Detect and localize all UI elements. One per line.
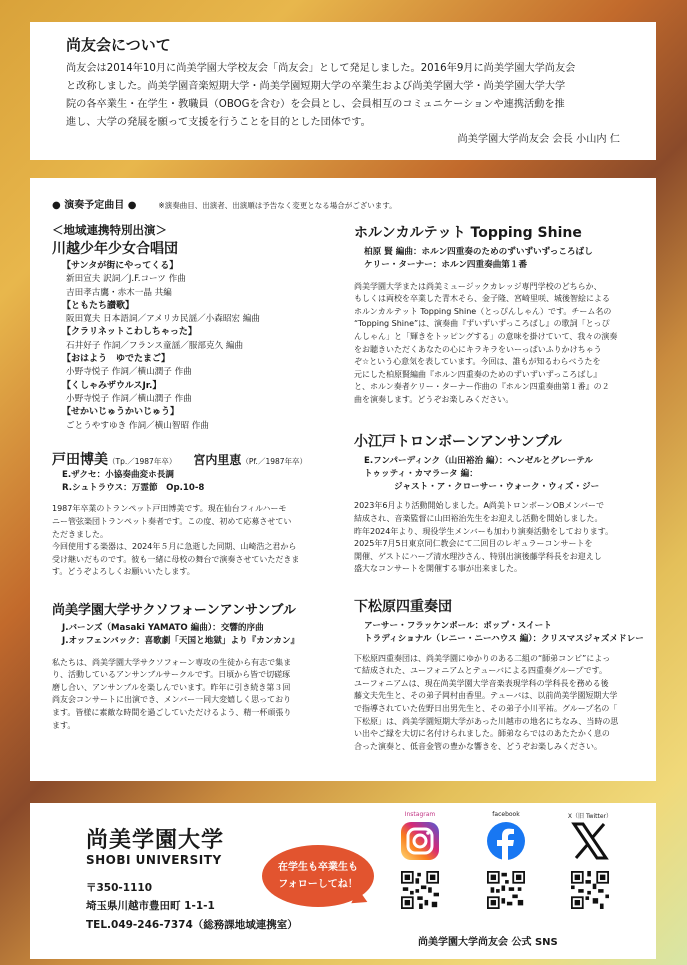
tuba-name: 下松原四重奏団 — [354, 598, 452, 615]
x-label: X（旧 Twitter） — [567, 813, 613, 820]
desc-line: 藤文夫先生と、その弟子岡村由香里。テューバは、以前尚美学園短期大学 — [354, 691, 618, 701]
choir-songs — [52, 260, 342, 433]
toda-header — [52, 449, 342, 469]
song-credit: 新田宣夫 訳詞／J.F.コーツ 作曲 — [66, 274, 186, 285]
bubble-line: フォローしてね！ — [278, 879, 358, 890]
song-credit: 小野寺悦子 作詞／横山潤子 作曲 — [66, 367, 192, 378]
trombone-description — [354, 500, 644, 576]
instagram-icon[interactable] — [400, 821, 440, 861]
desc-line: 尚美学園大学または尚美ミュージックカレッジ専門学校のどちらか、 — [354, 281, 602, 291]
horn-description — [354, 281, 644, 407]
sax-description — [52, 657, 342, 733]
desc-line: 下松原」は、尚美学園短期大学があった川越市の地名にちなみ、当時の思 — [354, 716, 619, 726]
desc-line: い出やご縁を大切に名付けられました。師弟ならではのあたたかく息の — [354, 729, 610, 739]
about-line: 院の各卒業生・在学生・教職員（OBOGを含む）を会員とし、会員相互のコミュニケーションや連携活動を推 — [66, 99, 565, 110]
song-title: 【おはよう ゆでたまご】 — [62, 354, 171, 365]
about-title: 尚友会について — [66, 36, 171, 54]
about-line: 尚友会は2014年10月に尚美学園大学校友会「尚友会」として発足しました。2016年9月に尚美学園大学尚友会 — [66, 63, 576, 74]
performer-detail: （Tp.／1987年卒） — [108, 456, 177, 466]
footer-panel — [30, 803, 656, 959]
toda-description — [52, 503, 342, 579]
desc-line: “Topping Shine”は、演奏曲『ずいずいずっころばし』の歌詞「とっぴ — [354, 319, 610, 329]
desc-line: ます。皆様に素敵な時間を過ごしていただけるよう、精一杯頑張り — [52, 707, 292, 717]
song-title: 【くしゃみザウルスJr.】 — [62, 380, 162, 391]
desc-line: ユーフォニアムは、現在尚美学園大学音楽表現学科の学科長を務める後 — [354, 678, 609, 688]
performer-name: 宮内里恵 — [193, 452, 242, 467]
desc-line: ホルンカルテット Topping Shine（とっぴんしゃん）です。チーム名の — [354, 306, 612, 316]
desc-line: す。どうぞよろしくお願いいたします。 — [52, 567, 195, 577]
song-credit: 小野寺悦子 作詞／横山潤子 作曲 — [66, 393, 192, 404]
desc-line: 2025年7月5日東京同仁教会にて二回目のレギュラーコンサートを — [354, 539, 593, 549]
piece: ジャスト・ア・クローサー・ウォーク・ウィズ・ジー — [394, 482, 600, 493]
facebook-icon[interactable] — [486, 821, 526, 861]
bubble-line: 在学生も卒業生も — [278, 862, 358, 873]
song-credit: 石井好子 作詞／フランス童謡／服部克久 編曲 — [66, 340, 244, 351]
about-line: と改称しました。尚美学園音楽短期大学・尚美学園短期大学の卒業生および尚美学園大学・尚美学園大学大学 — [66, 81, 566, 92]
horn-name: ホルンカルテット Topping Shine — [354, 225, 582, 241]
desc-line: 2023年6月より活動開始しました。A尚美トロンボーンOBメンバーで — [354, 501, 604, 511]
song-title: 【ともたち讃歌】 — [62, 300, 135, 311]
desc-line: 昨年2024年より、現役学生メンバーも加わり演奏活動をしております。 — [354, 526, 614, 536]
x-block[interactable] — [560, 811, 620, 913]
song-credit: 阪田寛夫 日本語詞／アメリカ民謡／小森昭宏 編曲 — [66, 314, 260, 325]
desc-line: ニー管弦楽団トランペット奏者です。この度、初めて応募させてい — [52, 517, 292, 527]
song-title: 【サンタが街にやってくる】 — [62, 261, 179, 271]
sns-caption: 尚美学園大学尚友会 公式 SNS — [418, 937, 558, 948]
sax-name: 尚美学園大学サクソフォーンアンサンブル — [52, 603, 296, 619]
schedule-heading — [52, 196, 397, 211]
address — [86, 879, 215, 915]
facebook-qr-icon[interactable] — [487, 871, 525, 909]
desc-line: 私たちは、尚美学園大学サクソフォーン専攻の生徒から有志で集ま — [52, 657, 292, 667]
facebook-label: facebook — [492, 811, 520, 818]
right-column — [354, 222, 644, 753]
piece: 柏原 賢 編曲：ホルン四重奏のためのずいずいずっころばし — [364, 247, 593, 257]
telephone: TEL.049-246-7374（総務課地域連携室） — [86, 919, 298, 931]
facebook-block[interactable] — [476, 811, 536, 913]
piece: R.シュトラウス：万霊節 Op.10-8 — [62, 483, 205, 494]
desc-line: 1987年卒業のトランペット戸田博美です。現在仙台フィルハーモ — [52, 504, 287, 514]
choir-label: ＜地域連携特別出演＞ — [52, 223, 167, 237]
desc-line: 曲を演奏します。どうぞお楽しみください。 — [354, 394, 514, 404]
instagram-label: Instagram — [404, 811, 436, 818]
trombone-name: 小江戸トロンボーンアンサンブル — [354, 433, 562, 450]
desc-line: ます。 — [52, 720, 76, 730]
desc-line: ただきました。 — [52, 529, 108, 539]
desc-line: 今回使用する楽器は、2024年５月に急逝した同期、山崎浩之君から — [52, 542, 297, 552]
university-name-en: SHOBI UNIVERSITY — [86, 853, 222, 867]
desc-line: 元にした柏原賢編曲『ホルン四重奏のためのずいずいずっころばし』 — [354, 369, 602, 379]
left-column — [52, 222, 342, 732]
about-text — [66, 60, 626, 132]
instagram-qr-icon[interactable] — [401, 871, 439, 909]
about-panel — [30, 22, 656, 160]
piece: アーサー・フラッケンポール：ポップ・スイート — [364, 620, 552, 631]
desc-line: もしくは両校を卒業した青木そら、金子隆、宮崎里咲、城後智絵による — [354, 294, 610, 304]
performer-detail: （Pf.／1987年卒） — [241, 456, 308, 466]
desc-line: で指導されていた佐野日出男先生と、その弟子小川平祐。グループ名の「 — [354, 703, 618, 713]
about-line: 進し、大学の発展を願って支援を行うことを目的とした団体です。 — [66, 117, 371, 128]
schedule-title: ● 演奏予定曲目 ● — [52, 200, 137, 211]
desc-line: 結成され、音楽監督に山田裕治先生をお迎えし活動を開始しました。 — [354, 514, 603, 524]
university-name-ja: 尚美学園大学 — [86, 828, 225, 853]
x-logo-icon[interactable] — [570, 821, 610, 861]
piece: トラディショナル（レニー・ニーハウス 編）：クリスマスジャズメドレー — [364, 634, 644, 645]
instagram-block[interactable] — [390, 811, 450, 913]
piece: E.ザクセ：小協奏曲変ホ長調 — [62, 469, 174, 480]
desc-line: 盛大なコンサートを開催する事が出来ました。 — [354, 564, 522, 574]
desc-line: をお聴きいただくあなたの心にキラキラをいーっぱいふりかけちゃう — [354, 344, 602, 354]
desc-line: て結成された、ユーフォニアムとテューバによる四重奏グループです。 — [354, 666, 607, 676]
zip-code: 〒350-1110 — [86, 882, 152, 894]
x-qr-icon[interactable] — [571, 871, 609, 909]
desc-line: 受け継いだものです。彼も一緒に母校の舞台で演奏させていただきま — [52, 554, 300, 564]
piece: J.オッフェンバック：喜歌劇「天国と地獄」より『カンカン』 — [62, 636, 300, 647]
desc-line: 開催、ゲストにハープ清水理沙さん、特別出演後藤学科長をお迎えし — [354, 551, 602, 561]
desc-line: 磨し合い、アンサンブルを楽しんでいます。昨年に引き続き第３回 — [52, 682, 291, 692]
desc-line: ぞ☆という心意気を表しています。今回は、誰もが知るわらべうたを — [354, 357, 601, 367]
desc-line: と、ホルン奏者ケリー・ターナー作曲の『ホルン四重奏曲第１番』の２ — [354, 382, 610, 392]
piece: ケリー・ターナー：ホルン四重奏曲第１番 — [364, 260, 528, 271]
performer-name: 戸田博美 — [52, 451, 108, 468]
piece: E.フンパーディンク（山田裕治 編）：ヘンゼルとグレーテル — [364, 455, 594, 466]
tuba-description — [354, 653, 644, 754]
desc-line: んしゃん」と「輝きをトッピングする」の意味を掛けていて、我々の演奏 — [354, 331, 618, 341]
song-credit: 吉田孝古鷹・赤木一晶 共編 — [66, 287, 172, 298]
program-panel — [30, 178, 656, 781]
about-signature: 尚美学園大学尚友会 会長 小山内 仁 — [457, 134, 620, 145]
song-credit: ごとうやすゆき 作詞／横山智昭 作曲 — [66, 420, 209, 431]
desc-line: 尚友会コンサートに出演でき、メンバー一同大変嬉しく思っており — [52, 695, 292, 705]
desc-line: 合った演奏と、低音金管の豊かな響きを、どうぞお楽しみください。 — [354, 741, 602, 751]
street-address: 埼玉県川越市豊田町 1-1-1 — [86, 900, 215, 912]
piece: トゥッティ・カマラータ 編： — [364, 468, 478, 479]
desc-line: 下松原四重奏団は、尚美学園にゆかりのある二組の“師弟コンビ”によっ — [354, 653, 611, 663]
song-title: 【せかいじゅうかいじゅう】 — [62, 407, 180, 418]
song-title: 【クラリネットこわしちゃった】 — [62, 327, 197, 338]
choir-name: 川越少年少女合唱団 — [52, 241, 178, 257]
schedule-note: ※演奏曲目、出演者、出演順は予告なく変更となる場合がございます。 — [158, 201, 397, 210]
piece: J.バーンズ（Masaki YAMATO 編曲）：交響的序曲 — [62, 623, 264, 634]
desc-line: り、活動しているアンサンブルサークルです。日頃から皆で切磋琢 — [52, 670, 291, 680]
